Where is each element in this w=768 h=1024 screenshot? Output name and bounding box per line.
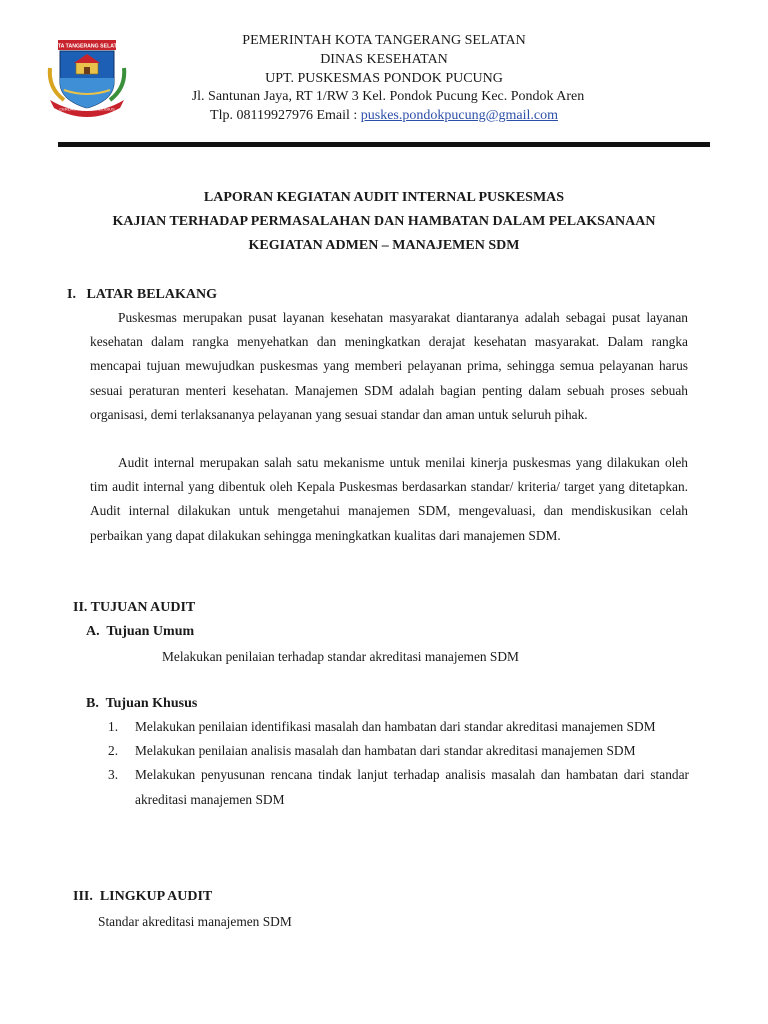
letterhead-government: PEMERINTAH KOTA TANGERANG SELATAN xyxy=(242,33,526,48)
list-item xyxy=(108,739,689,763)
paragraph-1-text: Puskesmas merupakan pusat layanan kesehatan masyarakat diantaranya adalah sebagai pusat layanan kesehatan dalam rangka menyehatkan dan meningkatkan derajat kesehatan masyarakat. Dalam rangka mencapai tujuan mewujudkan puskesmas yang memberi pelayanan prima, sehingga semua pelayanan harus sesuai peraturan menteri kesehatan. Manajemen SDM adalah bagian penting dalam sebuah proses sebuah organisasi, demi terlaksananya pelayanan yang sesuai standar dan aman untuk seluruh pihak. xyxy=(90,310,688,422)
contact-phone: Tlp. 08119927976 Email : xyxy=(210,108,361,123)
subsection-a-heading: A. Tujuan Umum xyxy=(86,624,195,639)
section-3-heading: III. LINGKUP AUDIT xyxy=(73,889,213,904)
report-title-line-3: KEGIATAN ADMEN – MANAJEMEN SDM xyxy=(248,238,520,253)
section-3-text: Standar akreditasi manajemen SDM xyxy=(98,914,292,929)
section-1-heading: I. LATAR BELAKANG xyxy=(67,287,218,302)
section-2-heading: II. TUJUAN AUDIT xyxy=(73,600,196,615)
subsection-a-text: Melakukan penilaian terhadap standar akreditasi manajemen SDM xyxy=(162,649,519,664)
report-title-line-1: LAPORAN KEGIATAN AUDIT INTERNAL PUSKESMAS xyxy=(203,190,565,205)
list-item-text: Melakukan penilaian analisis masalah dan hambatan dari standar akreditasi manajemen SDM xyxy=(135,743,636,759)
list-item-number: 3. xyxy=(108,767,119,783)
section-1-paragraph-2 xyxy=(90,451,688,548)
letterhead-unit: UPT. PUSKESMAS PONDOK PUCUNG xyxy=(265,71,503,86)
letterhead-contact xyxy=(0,107,768,125)
specific-objectives-list xyxy=(108,715,689,812)
letterhead-divider xyxy=(58,142,710,147)
list-item-number: 2. xyxy=(108,743,119,759)
paragraph-2-text: Audit internal merupakan salah satu mekanisme untuk menilai kinerja puskesmas yang dilakukan oleh tim audit internal yang dibentuk oleh Kepala Puskesmas berdasarkan standar/ kriteria/ target yang ditetapkan. Audit internal dilakukan untuk mengetahui manajemen SDM, mengevaluasi, dan mendiskusikan celah perbaikan yang dapat dilakukan sehingga meningkatkan kualitas dari manajemen SDM. xyxy=(90,455,688,543)
subsection-b-heading: B. Tujuan Khusus xyxy=(86,696,198,711)
report-title-line-2: KAJIAN TERHADAP PERMASALAHAN DAN HAMBATAN DALAM PELAKSANAAN xyxy=(112,214,656,229)
logo-ribbon-text: CERDAS MODERN RELIGIUS xyxy=(59,106,115,112)
letterhead-department: DINAS KESEHATAN xyxy=(320,52,448,67)
list-item-number: 1. xyxy=(108,719,119,734)
list-item xyxy=(108,763,689,811)
logo-banner-text: KOTA TANGERANG SELATAN xyxy=(50,43,124,50)
section-1-paragraph-1 xyxy=(90,306,688,427)
letterhead-address: Jl. Santunan Jaya, RT 1/RW 3 Kel. Pondok Pucung Kec. Pondok Aren xyxy=(191,89,585,104)
list-item-text: Melakukan penilaian identifikasi masalah dan hambatan dari standar akreditasi manajemen SDM xyxy=(135,719,656,734)
list-item-text: Melakukan penyusunan rencana tindak lanjut terhadap analisis masalah dan hambatan dari standar akreditasi manajemen SDM xyxy=(135,767,689,807)
email-link[interactable]: puskes.pondokpucung@gmail.com xyxy=(360,108,558,123)
list-item xyxy=(108,715,689,739)
